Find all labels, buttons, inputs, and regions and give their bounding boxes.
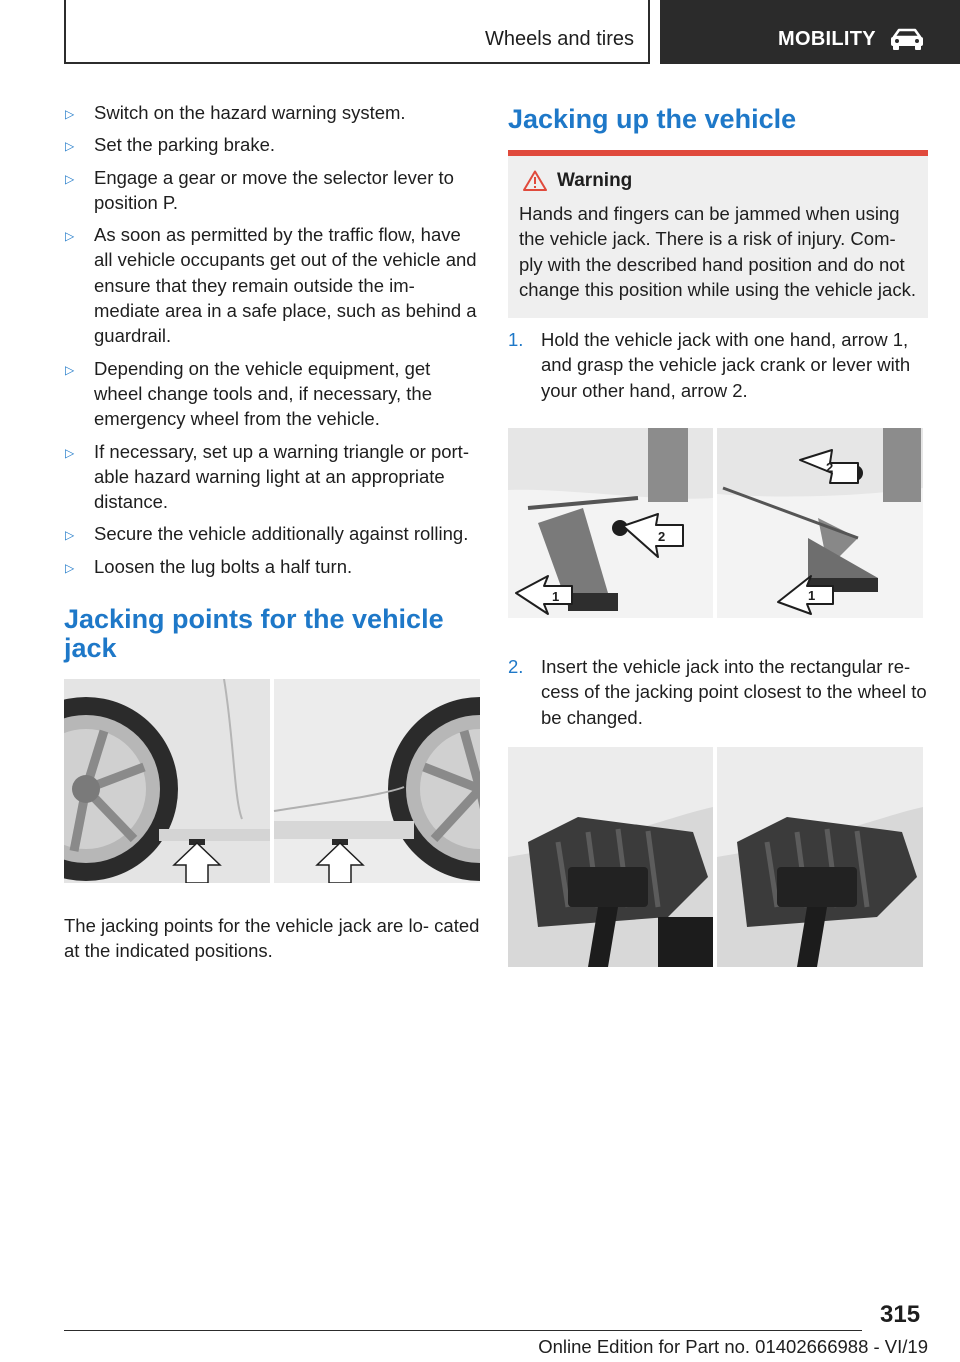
bullet-triangle-icon: ▷ bbox=[65, 362, 75, 377]
jacking-up-heading: Jacking up the vehicle bbox=[508, 104, 797, 134]
header-chapter-box bbox=[660, 0, 960, 64]
preparation-bullet-list bbox=[64, 100, 480, 579]
list-item bbox=[508, 654, 928, 730]
warning-title: Warning bbox=[557, 170, 633, 191]
jack-hand-position-image bbox=[508, 428, 923, 618]
jacking-points-heading: Jacking points for the vehicle jack bbox=[64, 604, 444, 664]
arrow-label: 1 bbox=[808, 588, 816, 604]
jacking-steps-list bbox=[508, 327, 928, 403]
warning-title-row bbox=[519, 166, 918, 196]
bullet-triangle-icon: ▷ bbox=[65, 229, 75, 244]
jacking-steps-list-continued bbox=[508, 654, 928, 730]
step-text: Hold the vehicle jack with one hand, arrow 1, and grasp the vehicle jack crank or lever with your other hand, arrow 2. bbox=[541, 329, 911, 401]
jacking-points-image bbox=[64, 679, 480, 883]
step-number: 1. bbox=[508, 329, 524, 351]
bullet-triangle-icon: ▷ bbox=[65, 528, 75, 543]
warning-text: Hands and fingers can be jammed when using the vehicle jack. There is a risk of injury. Com‐ ply with the described hand position and do not change this position while using the vehicle jack. bbox=[519, 203, 916, 300]
warning-triangle-icon bbox=[523, 170, 547, 191]
header-section-box bbox=[64, 0, 650, 64]
list-item: ▷ Secure the vehicle additionally against rolling. bbox=[64, 521, 480, 546]
warning-box bbox=[508, 156, 928, 318]
bullet-triangle-icon: ▷ bbox=[65, 171, 75, 186]
list-item: ▷ Set the parking brake. bbox=[64, 132, 480, 157]
jacking-points-caption: The jacking points for the vehicle jack are lo‐ cated at the indicated positions. bbox=[64, 915, 480, 962]
step-number: 2. bbox=[508, 656, 524, 678]
step-text: Insert the vehicle jack into the rectangular re‐ cess of the jacking point closest to the wheel to be changed. bbox=[541, 656, 927, 728]
list-item bbox=[508, 327, 928, 403]
list-item: ▷ Engage a gear or move the selector lever to position P. bbox=[65, 166, 454, 213]
left-column bbox=[64, 100, 480, 964]
footer-edition-text: Online Edition for Part no. 01402666988 - VI/19 bbox=[538, 1336, 928, 1357]
header-section-title: Wheels and tires bbox=[485, 28, 634, 50]
list-item: ▷ If necessary, set up a warning triangle or port‐ able hazard warning light at an appropriate distance. bbox=[65, 440, 469, 513]
list-item: ▷ Switch on the hazard warning system. bbox=[64, 100, 480, 125]
page-number: 315 bbox=[880, 1301, 921, 1328]
bullet-triangle-icon: ▷ bbox=[65, 139, 75, 154]
list-item: ▷ Loosen the lug bolts a half turn. bbox=[64, 554, 480, 579]
list-item: ▷ As soon as permitted by the traffic flow, have all vehicle occupants get out of the vehicle and ensure that they remain outside the im‐ mediate area in a safe place, such as behind a guardrail. bbox=[65, 224, 477, 347]
bullet-triangle-icon: ▷ bbox=[65, 107, 75, 121]
bullet-triangle-icon: ▷ bbox=[65, 560, 75, 575]
arrow-label: 2 bbox=[658, 529, 666, 545]
car-icon bbox=[890, 27, 924, 51]
jack-insertion-image bbox=[508, 747, 923, 967]
list-item: ▷ Depending on the vehicle equipment, get wheel change tools and, if necessary, the emergency wheel from the vehicle. bbox=[65, 357, 433, 430]
header-chapter-title: MOBILITY bbox=[778, 28, 876, 50]
arrow-label: 1 bbox=[552, 589, 560, 605]
footer-divider bbox=[64, 1330, 862, 1331]
arrow-label: 2 bbox=[826, 460, 834, 476]
bullet-triangle-icon: ▷ bbox=[65, 445, 75, 460]
right-column bbox=[508, 100, 928, 967]
